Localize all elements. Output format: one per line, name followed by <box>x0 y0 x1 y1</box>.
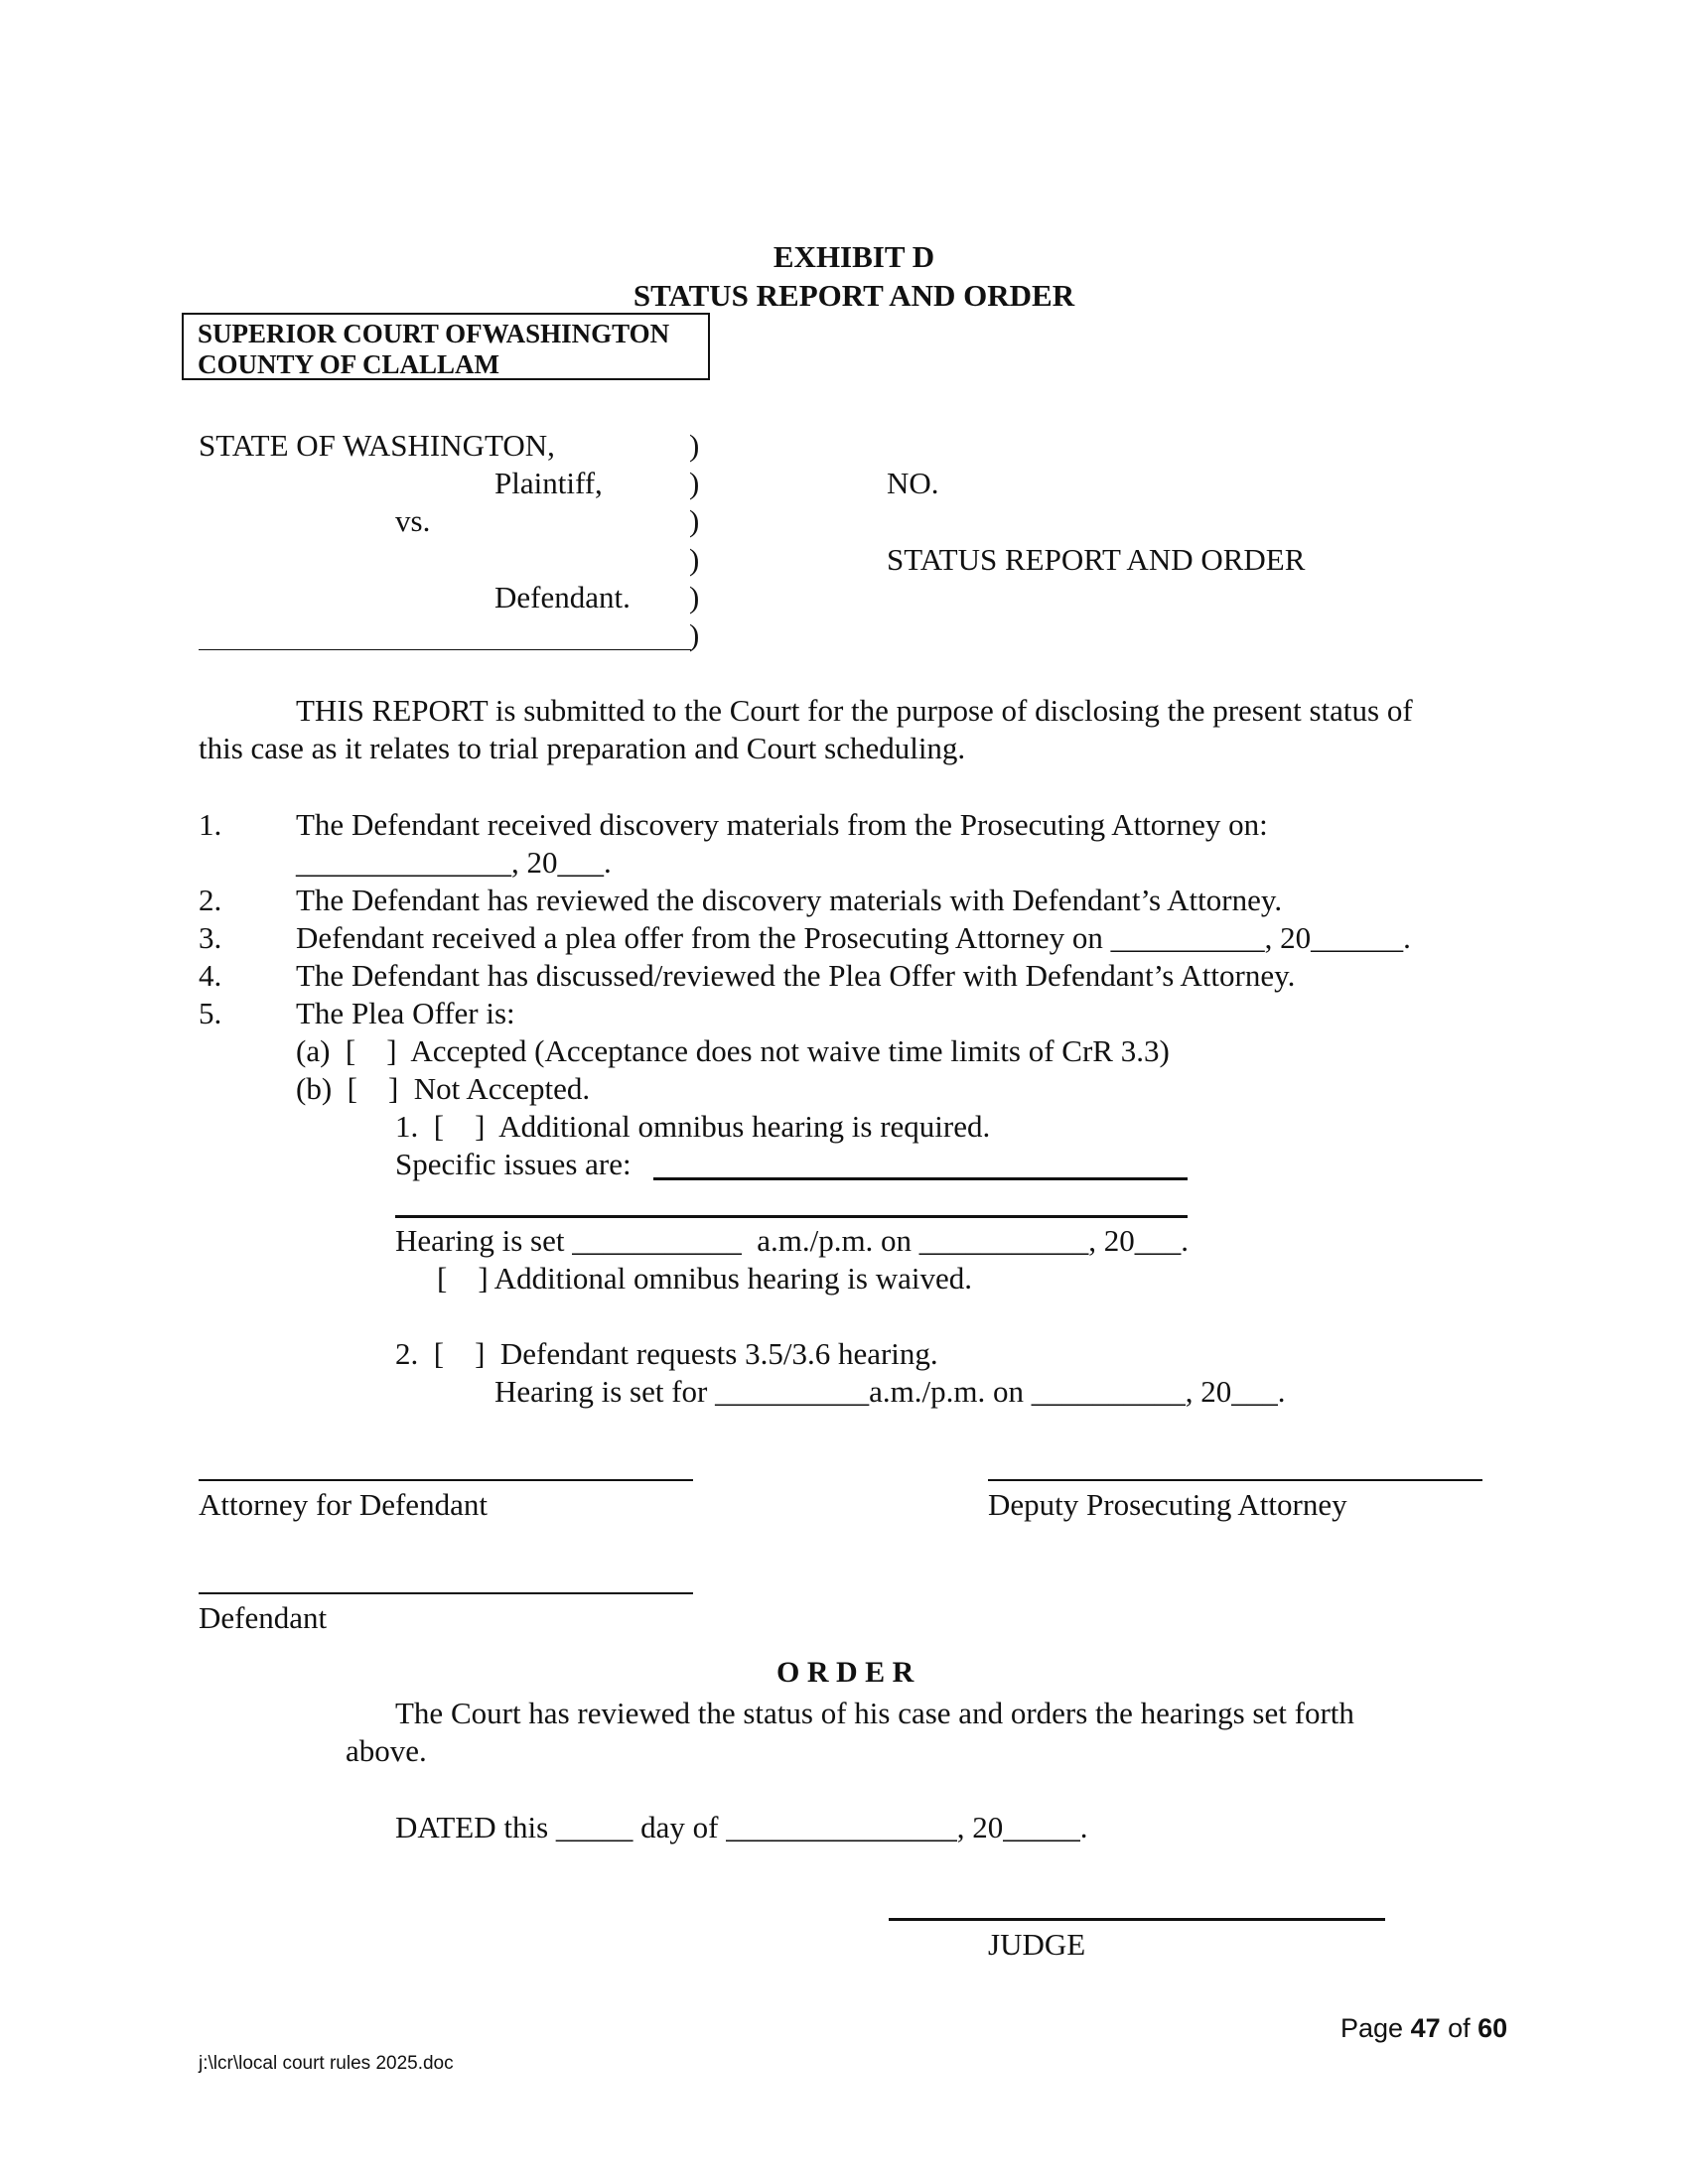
plaintiff-name: STATE OF WASHINGTON, <box>199 428 555 463</box>
caption-paren: ) <box>689 617 700 652</box>
order-line-2: above. <box>346 1733 427 1768</box>
file-path: j:\lcr\local court rules 2025.doc <box>199 2053 454 2074</box>
omnibus-required: 1. [ ] Additional omnibus hearing is required. <box>395 1109 991 1144</box>
intro-line-1: THIS REPORT is submitted to the Court for the purpose of disclosing the present status of <box>296 693 1413 728</box>
signature-line <box>199 1592 693 1594</box>
item-4-text: The Defendant has discussed/reviewed the Plea Offer with Defendant’s Attorney. <box>296 958 1296 993</box>
signature-line <box>988 1479 1482 1481</box>
omnibus-hearing-set: Hearing is set ___________ a.m./p.m. on ___________, 20___. <box>395 1223 1190 1258</box>
order-heading: O R D E R <box>776 1656 914 1689</box>
item-1-text: The Defendant received discovery materials from the Prosecuting Attorney on: <box>296 807 1268 842</box>
caption-paren: ) <box>689 466 700 500</box>
court-box <box>182 313 710 380</box>
page-number <box>1340 2015 1507 2042</box>
order-line-1: The Court has reviewed the status of his case and orders the hearings set forth <box>395 1696 1354 1730</box>
hearing-request-set: Hearing is set for __________a.m./p.m. on __________, 20___. <box>494 1374 1286 1409</box>
plaintiff-label: Plaintiff, <box>494 466 603 500</box>
exhibit-label: EXHIBIT D <box>773 239 935 274</box>
court-name: SUPERIOR COURT OFWASHINGTON <box>198 319 670 348</box>
omnibus-waived: [ ] Additional omnibus hearing is waived. <box>437 1261 972 1296</box>
item-3-text: Defendant received a plea offer from the Prosecuting Attorney on __________, 20______. <box>296 920 1411 955</box>
specific-issues-line <box>395 1215 1188 1218</box>
page-prefix: Page <box>1340 2013 1411 2043</box>
dated-line: DATED this _____ day of _______________, 20_____. <box>395 1810 1088 1844</box>
specific-issues-line <box>653 1177 1188 1180</box>
page-of: of <box>1440 2013 1478 2043</box>
item-number: 3. <box>199 920 222 955</box>
deputy-prosecutor-label: Deputy Prosecuting Attorney <box>988 1487 1347 1522</box>
page-total: 60 <box>1477 2013 1508 2043</box>
defendant-label: Defendant. <box>494 580 631 614</box>
judge-label: JUDGE <box>988 1927 1086 1962</box>
county-name: COUNTY OF CLALLAM <box>198 349 500 379</box>
judge-signature-line <box>889 1918 1385 1921</box>
case-number-label: NO. <box>887 466 939 500</box>
document-title: STATUS REPORT AND ORDER <box>887 542 1306 577</box>
hearing-request: 2. [ ] Defendant requests 3.5/3.6 hearing. <box>395 1336 938 1371</box>
item-number: 1. <box>199 807 222 842</box>
item-2-text: The Defendant has reviewed the discovery materials with Defendant’s Attorney. <box>296 883 1283 917</box>
item-number: 2. <box>199 883 222 917</box>
caption-paren: ) <box>689 428 700 463</box>
item-1-date: ______________, 20___. <box>296 845 612 880</box>
option-not-accepted: (b) [ ] Not Accepted. <box>296 1071 591 1106</box>
page-title: STATUS REPORT AND ORDER <box>633 278 1075 313</box>
defendant-signature-label: Defendant <box>199 1600 328 1635</box>
signature-line <box>199 1479 693 1481</box>
versus-label: vs. <box>395 503 431 538</box>
item-number: 4. <box>199 958 222 993</box>
page-current: 47 <box>1410 2013 1441 2043</box>
intro-line-2: this case as it relates to trial preparation and Court scheduling. <box>199 731 966 765</box>
caption-underline <box>199 649 691 650</box>
item-5-text: The Plea Offer is: <box>296 996 515 1030</box>
caption-paren: ) <box>689 542 700 577</box>
caption-paren: ) <box>689 503 700 538</box>
specific-issues-label: Specific issues are: <box>395 1147 632 1181</box>
item-number: 5. <box>199 996 222 1030</box>
caption-paren: ) <box>689 580 700 614</box>
option-accepted: (a) [ ] Accepted (Acceptance does not waive time limits of CrR 3.3) <box>296 1033 1170 1068</box>
attorney-for-defendant-label: Attorney for Defendant <box>199 1487 488 1522</box>
